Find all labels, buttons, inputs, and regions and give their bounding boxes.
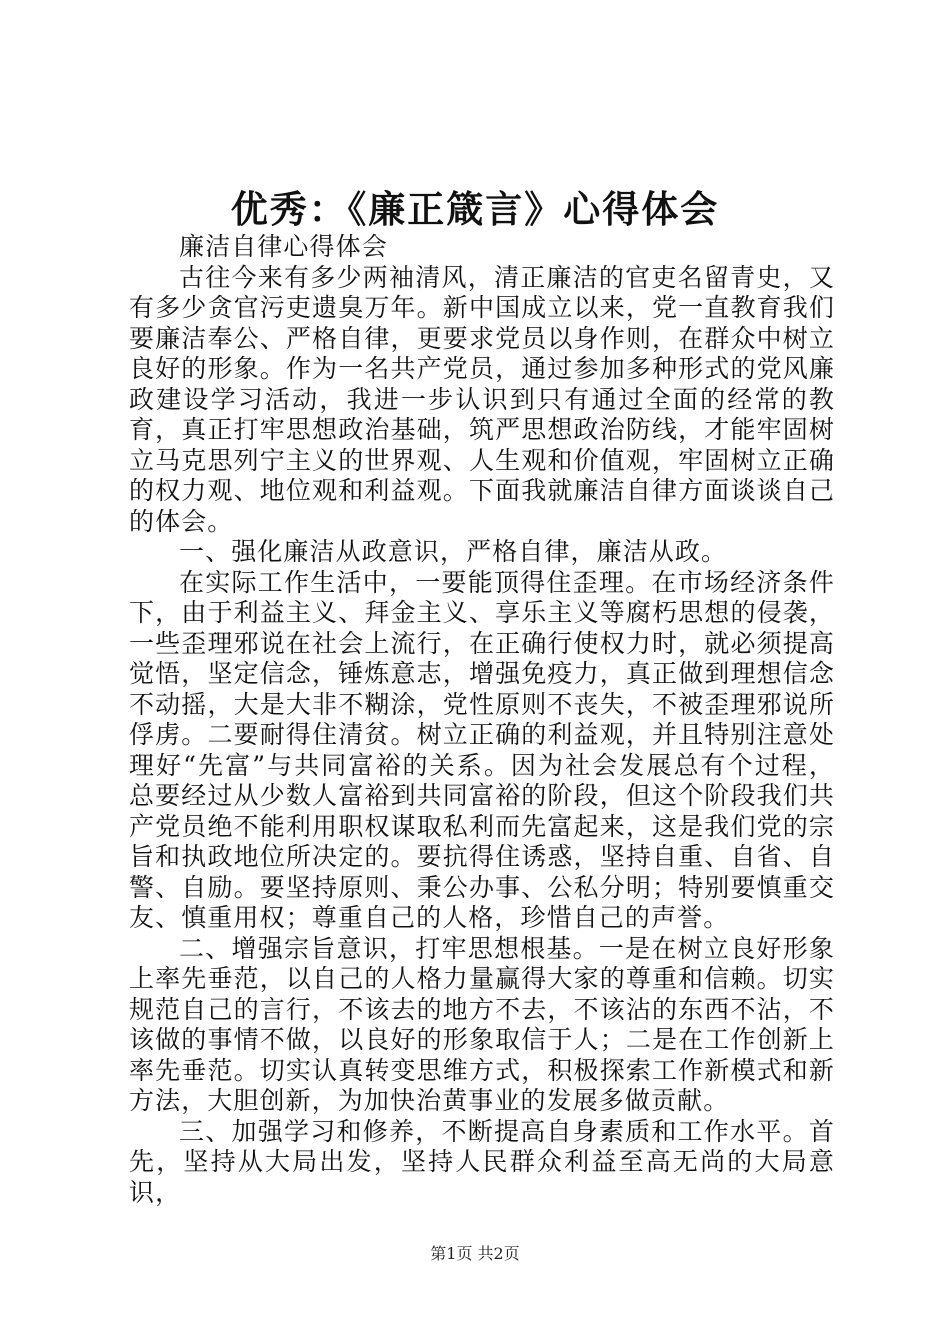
page-number-footer: 第1页 共2页 — [430, 1244, 520, 1263]
section-two-paragraph: 二、增强宗旨意识，打牢思想根基。一是在树立良好形象上率先垂范，以自己的人格力量赢得大家的尊重和信赖。切实规范自己的言行，不该去的地方不去，不该沾的东西不沾，不该做的事情不做，以良好的形象取信于人；二是在工作创新上率先垂范。切实认真转变思维方式，积极探索工作新模式和新方法，大胆创新，为加快治黄事业的发展多做贡献。 — [129, 933, 835, 1115]
section-three-paragraph: 三、加强学习和修养，不断提高自身素质和工作水平。首先，坚持从大局出发，坚持人民群众利益至高无尚的大局意识， — [129, 1116, 835, 1207]
document-title: 优秀：《廉正箴言》心得体会 — [230, 188, 720, 231]
document-body — [129, 232, 835, 1208]
intro-paragraph: 古往今来有多少两袖清风，清正廉洁的官吏名留青史，又有多少贪官污吏遗臭万年。新中国成立以来，党一直教育我们要廉洁奉公、严格自律，更要求党员以身作则，在群众中树立良好的形象。作为一名共产党员，通过参加多种形式的党风廉政建设学习活动，我进一步认识到只有通过全面的经常的教育，真正打牢思想政治基础，筑严思想政治防线，才能牢固树立马克思列宁主义的世界观、人生观和价值观，牢固树立正确的权力观、地位观和利益观。下面我就廉洁自律方面谈谈自己的体会。 — [129, 262, 835, 536]
section-one-heading: 一、强化廉洁从政意识，严格自律，廉洁从政。 — [179, 537, 728, 566]
section-one-paragraph: 在实际工作生活中，一要能顶得住歪理。在市场经济条件下，由于利益主义、拜金主义、享乐主义等腐朽思想的侵袭，一些歪理邪说在社会上流行，在正确行使权力时，就必须提高觉悟，坚定信念，锤炼意志，增强免疫力，真正做到理想信念不动摇，大是大非不糊涂，党性原则不丧失，不被歪理邪说所俘虏。二要耐得住清贫。树立正确的利益观，并且特别注意处理好“先富”与共同富裕的关系。因为社会发展总有个过程，总要经过从少数人富裕到共同富裕的阶段，但这个阶段我们共产党员绝不能利用职权谋取私利而先富起来，这是我们党的宗旨和执政地位所决定的。要抗得住诱惑，坚持自重、自省、自警、自励。要坚持原则、秉公办事、公私分明；特别要慎重交友、慎重用权；尊重自己的人格，珍惜自己的声誉。 — [129, 567, 835, 932]
subtitle-paragraph: 廉洁自律心得体会 — [179, 232, 388, 261]
